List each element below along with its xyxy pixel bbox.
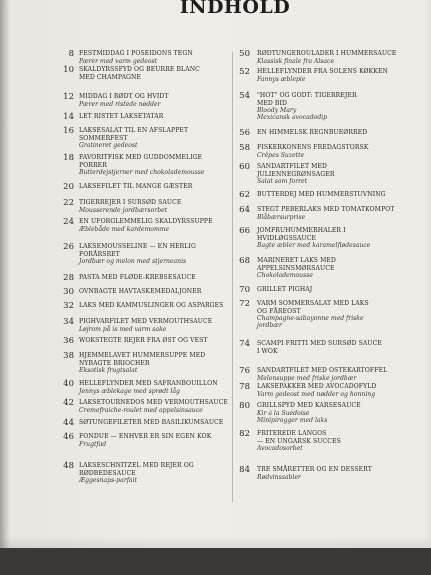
page-number: 54: [239, 91, 250, 101]
recipe-subtitle: Salat som forret: [257, 178, 308, 186]
recipe-title: LAKSEFILET TIL MANGE GÆSTER: [79, 183, 193, 190]
recipe-subtitle: Jordbær og melon med stjernеanis: [79, 258, 187, 266]
recipe-title: HJEMMELAVET HUMMERSUPPE MED NYBAGTE BRIOCHER: [79, 352, 206, 367]
recipe-title: SKALDYRSSFYD OG BEURRE BLANC MED CHAMPAGNE: [79, 66, 200, 81]
page-number: 68: [239, 256, 250, 266]
recipe-title: SØTUNGEFILETER MED BASILIKUMSAUCE: [79, 419, 224, 426]
recipe-subtitle: Rødvinssabler: [257, 473, 301, 481]
entry-text: [250, 257, 430, 279]
page-number: 62: [239, 190, 250, 200]
entry-text: [74, 318, 230, 333]
page-number: 22: [63, 198, 74, 208]
recipe-subtitle: Butterdejstjerner med chokolademousse: [79, 169, 205, 177]
page-number: 44: [63, 418, 74, 428]
recipe-title: RØDTUNGEROULADER I HUMMERSAUCE: [257, 50, 397, 57]
recipe-title: BUTTERDEJ MED HUMMERSTUVNING: [257, 191, 386, 198]
recipe-subtitle: Bagte æbler med karamelflødesauce: [257, 242, 371, 250]
contents-entry: [232, 144, 430, 159]
contents-entry: [232, 227, 430, 249]
recipe-subtitle: Melonsuppe med friske jordbær: [257, 374, 357, 382]
recipe-title: GRILLET PIGHAJ: [257, 286, 313, 293]
recipe-title: EN UFORGLEMMELIG SKALDYRSSUPPE: [79, 218, 213, 225]
recipe-title: JOMFRUHUMMERHALER I HVIDLØGSSAUCE: [257, 227, 346, 242]
page-number: 50: [239, 49, 250, 59]
entry-text: [74, 199, 230, 214]
recipe-title: FONDUE — ENHVER ER SIN EGEN KOK: [79, 433, 212, 440]
recipe-subtitle: Cremefraiche-roulet med appelsinsauce: [79, 406, 203, 414]
entry-text: [74, 302, 230, 310]
entry-text: [74, 113, 230, 121]
recipe-title: LAKS MED KAMMUSLINGER OG ASPARGES: [79, 302, 224, 309]
contents-entry: [40, 433, 230, 448]
recipe-subtitle: Gratineret gedeost: [79, 142, 138, 150]
recipe-subtitle: Eksotisk frugtsalat: [79, 367, 138, 375]
contents-entry: [232, 68, 430, 83]
entry-text: [74, 288, 230, 296]
entry-text: [74, 93, 230, 108]
entry-text: [74, 352, 230, 374]
contents-entry: [232, 206, 430, 221]
contents-entry: [232, 402, 430, 424]
entry-text: [74, 399, 230, 414]
contents-entry: [40, 337, 230, 346]
contents-entry: [232, 191, 430, 200]
page-number: 24: [63, 217, 74, 227]
page-number: 64: [239, 205, 250, 215]
page-number: 58: [239, 143, 250, 153]
page-number: 48: [63, 461, 74, 471]
page-number: 72: [239, 299, 250, 309]
recipe-title: HELLEFLYNDER FRA SOLENS KØKKEN: [257, 68, 388, 75]
contents-entry: [40, 183, 230, 192]
contents-entry: [232, 367, 430, 382]
page-number: 18: [63, 153, 74, 163]
contents-entry: [40, 274, 230, 283]
contents-entry: [40, 243, 230, 265]
entry-text: [74, 66, 230, 81]
page-number: 80: [239, 401, 250, 411]
recipe-title: MARINERET LAKS MED APPELSINSMØRSAUCE: [257, 257, 336, 272]
contents-entry: [40, 218, 230, 233]
recipe-title: "HOT" OG GODT: TIGERREJER MED BID: [257, 92, 357, 107]
page-number: 40: [63, 379, 74, 389]
contents-entry: [232, 129, 430, 138]
recipe-title: LAKSEPAKKER MED AVOCADOFYLD: [257, 383, 377, 390]
contents-entry: [40, 113, 230, 122]
recipe-subtitle: Pærer med varm gedeost: [79, 57, 158, 65]
entry-text: [250, 466, 430, 481]
contents-entry: [40, 352, 230, 374]
contents-entry: [232, 92, 430, 121]
entry-text: [74, 154, 230, 176]
recipe-subtitle: Champagne-sabayonne med friske jordbær: [257, 315, 364, 330]
contents-entry: [232, 430, 430, 452]
entry-text: [250, 191, 430, 199]
recipe-title: VARM SOMMERSALAT MED LAKS OG FÅREOST: [257, 300, 369, 315]
recipe-subtitle: Klassisk finale fra Alsace: [257, 57, 335, 65]
entry-text: [250, 340, 430, 355]
recipe-subtitle: Bloody Mary Mexicansk avocadodip: [257, 107, 328, 122]
entry-text: [74, 127, 230, 149]
recipe-subtitle: Pærer med ristede nødder: [79, 100, 161, 108]
page-number: 12: [63, 92, 74, 102]
page-number: 56: [239, 128, 250, 138]
page-number: 14: [63, 112, 74, 122]
contents-entry: [232, 466, 430, 481]
recipe-title: SCAMPI FRITTI MED SURSØD SAUCE I WOK: [257, 340, 382, 355]
page-number: 38: [63, 351, 74, 361]
entry-text: [74, 337, 230, 345]
contents-entry: [40, 66, 230, 81]
entry-text: [250, 129, 430, 137]
page-number: 30: [63, 287, 74, 297]
recipe-title: WOKSTEGTE REJER FRA ØST OG VEST: [79, 337, 208, 344]
contents-entry: [232, 257, 430, 279]
recipe-subtitle: Avocadosorbet: [257, 445, 303, 453]
page-number: 28: [63, 273, 74, 283]
contents-entry: [232, 163, 430, 185]
page-number: 70: [239, 285, 250, 295]
page-number: 42: [63, 398, 74, 408]
recipe-title: OVNBAGTE HAVTASKEMEDALJONER: [79, 288, 202, 295]
contents-entry: [232, 340, 430, 355]
recipe-title: PASTA MED FLØDE-KREBSESAUCE: [79, 274, 196, 281]
recipe-title: LAKSEMOUSSELINE — EN HERLIG FORÅRSRET: [79, 243, 196, 258]
recipe-title: LAKSESALAT TIL EN AFSLAPPET SOMMERFEST: [79, 127, 189, 142]
entry-text: [250, 430, 430, 452]
contents-entry: [40, 302, 230, 311]
recipe-title: FISKERKONENS FREDAGSTORSK: [257, 144, 369, 151]
page-number: 16: [63, 126, 74, 136]
recipe-subtitle: Kir à la Suédoise Minipirogger med laks: [257, 409, 328, 424]
contents-entry: [40, 318, 230, 333]
entry-text: [250, 402, 430, 424]
contents-entry: [40, 462, 230, 484]
page-number: 32: [63, 301, 74, 311]
page-number: 8: [68, 49, 74, 59]
entry-text: [74, 419, 230, 427]
page-title: INDHOLD: [179, 0, 291, 18]
recipe-title: STEGT PEBERLAKS MED TOMATKOMPOT: [257, 206, 395, 213]
page-number: 82: [239, 429, 250, 439]
recipe-subtitle: Mousserende jordbærsorbet: [79, 206, 168, 214]
entry-text: [74, 433, 230, 448]
recipe-subtitle: Crêpes Suzette: [257, 151, 305, 159]
page-number: 36: [63, 336, 74, 346]
contents-entry: [232, 50, 430, 65]
recipe-subtitle: Løjrom på is med varm sake: [79, 325, 167, 333]
recipe-title: MIDDAG I RØDT OG HVIDT: [79, 93, 169, 100]
contents-entry: [40, 380, 230, 395]
contents-entry: [232, 300, 430, 329]
entry-text: [250, 144, 430, 159]
recipe-title: FAVORITFISK MED GUDDOMMELIGE PORRER: [79, 154, 203, 169]
recipe-subtitle: Jennys æblekage med sprødt låg: [79, 387, 180, 395]
page-number: 10: [63, 65, 74, 75]
contents-entry: [40, 399, 230, 414]
recipe-title: GRILLSPYD MED KARSESAUCE: [257, 402, 361, 409]
page-number: 34: [63, 317, 74, 327]
entry-text: [250, 92, 430, 121]
entry-text: [74, 50, 230, 65]
entry-text: [74, 274, 230, 282]
entry-text: [250, 163, 430, 185]
recipe-subtitle: Æggesnaps-parfait: [79, 477, 138, 485]
contents-entry: [40, 127, 230, 149]
contents-entry: [232, 286, 430, 295]
page-number: 76: [239, 366, 250, 376]
recipe-title: FRITEREDE LANGOS — EN UNGARSK SUCCES: [257, 430, 341, 445]
page-number: 74: [239, 339, 250, 349]
page-number: 84: [239, 465, 250, 475]
recipe-subtitle: Varm gedeost med nødder og honning: [257, 390, 376, 398]
entry-text: [250, 50, 430, 65]
recipe-title: SANDARTFILET MED JULIENNEGRØNSAGER: [257, 163, 335, 178]
page-number: 52: [239, 67, 250, 77]
entry-text: [74, 183, 230, 191]
contents-entry: [40, 199, 230, 214]
entry-text: [250, 367, 430, 382]
recipe-subtitle: Æblebåde med kardemomme: [79, 225, 170, 233]
entry-text: [250, 286, 430, 294]
recipe-title: LAKSESCHNITZEL MED REJER OG RØDBEDESAUCE: [79, 462, 194, 477]
entry-text: [74, 462, 230, 484]
entry-text: [250, 300, 430, 329]
page-number: 66: [239, 226, 250, 236]
recipe-subtitle: Blåbærsurprise: [257, 213, 306, 221]
entry-text: [250, 68, 430, 83]
page-number: 46: [63, 432, 74, 442]
recipe-title: TRE SMÅRETTER OG EN DESSERT: [257, 466, 372, 473]
page-number: 60: [239, 162, 250, 172]
recipe-title: PIGHVARFILET MED VERMOUTHSAUCE: [79, 318, 213, 325]
entry-text: [74, 380, 230, 395]
entry-text: [250, 206, 430, 221]
contents-entry: [40, 154, 230, 176]
entry-text: [74, 218, 230, 233]
entry-text: [250, 383, 430, 398]
recipe-subtitle: Chokolademousse: [257, 272, 313, 280]
page-number: 78: [239, 382, 250, 392]
entry-text: [250, 227, 430, 249]
recipe-title: LAKSETOURNEDOS MED VERMOUTHSAUCE: [79, 399, 228, 406]
page-number: 20: [63, 182, 74, 192]
recipe-title: LET RISTET LAKSETATAR: [79, 113, 164, 120]
recipe-title: FESTMIDDAG I POSEIDONS TEGN: [79, 50, 193, 57]
recipe-subtitle: Fannys æblepie: [257, 75, 306, 83]
page-number: 26: [63, 242, 74, 252]
contents-entry: [232, 383, 430, 398]
entry-text: [74, 243, 230, 265]
recipe-title: HELLEFLYNDER MED SAFRANBOUILLON: [79, 380, 218, 387]
recipe-subtitle: Frugtfad: [79, 440, 107, 448]
contents-entry: [40, 419, 230, 428]
recipe-title: EN HIMMELSK REGNBUEØRRED: [257, 129, 368, 136]
recipe-title: TIGERREJER I SURSØD SAUCE: [79, 199, 182, 206]
contents-entry: [40, 288, 230, 297]
recipe-title: SANDARTFILET MED OSTEKARTOFFEL: [257, 367, 388, 374]
contents-entry: [40, 93, 230, 108]
contents-entry: [40, 50, 230, 65]
